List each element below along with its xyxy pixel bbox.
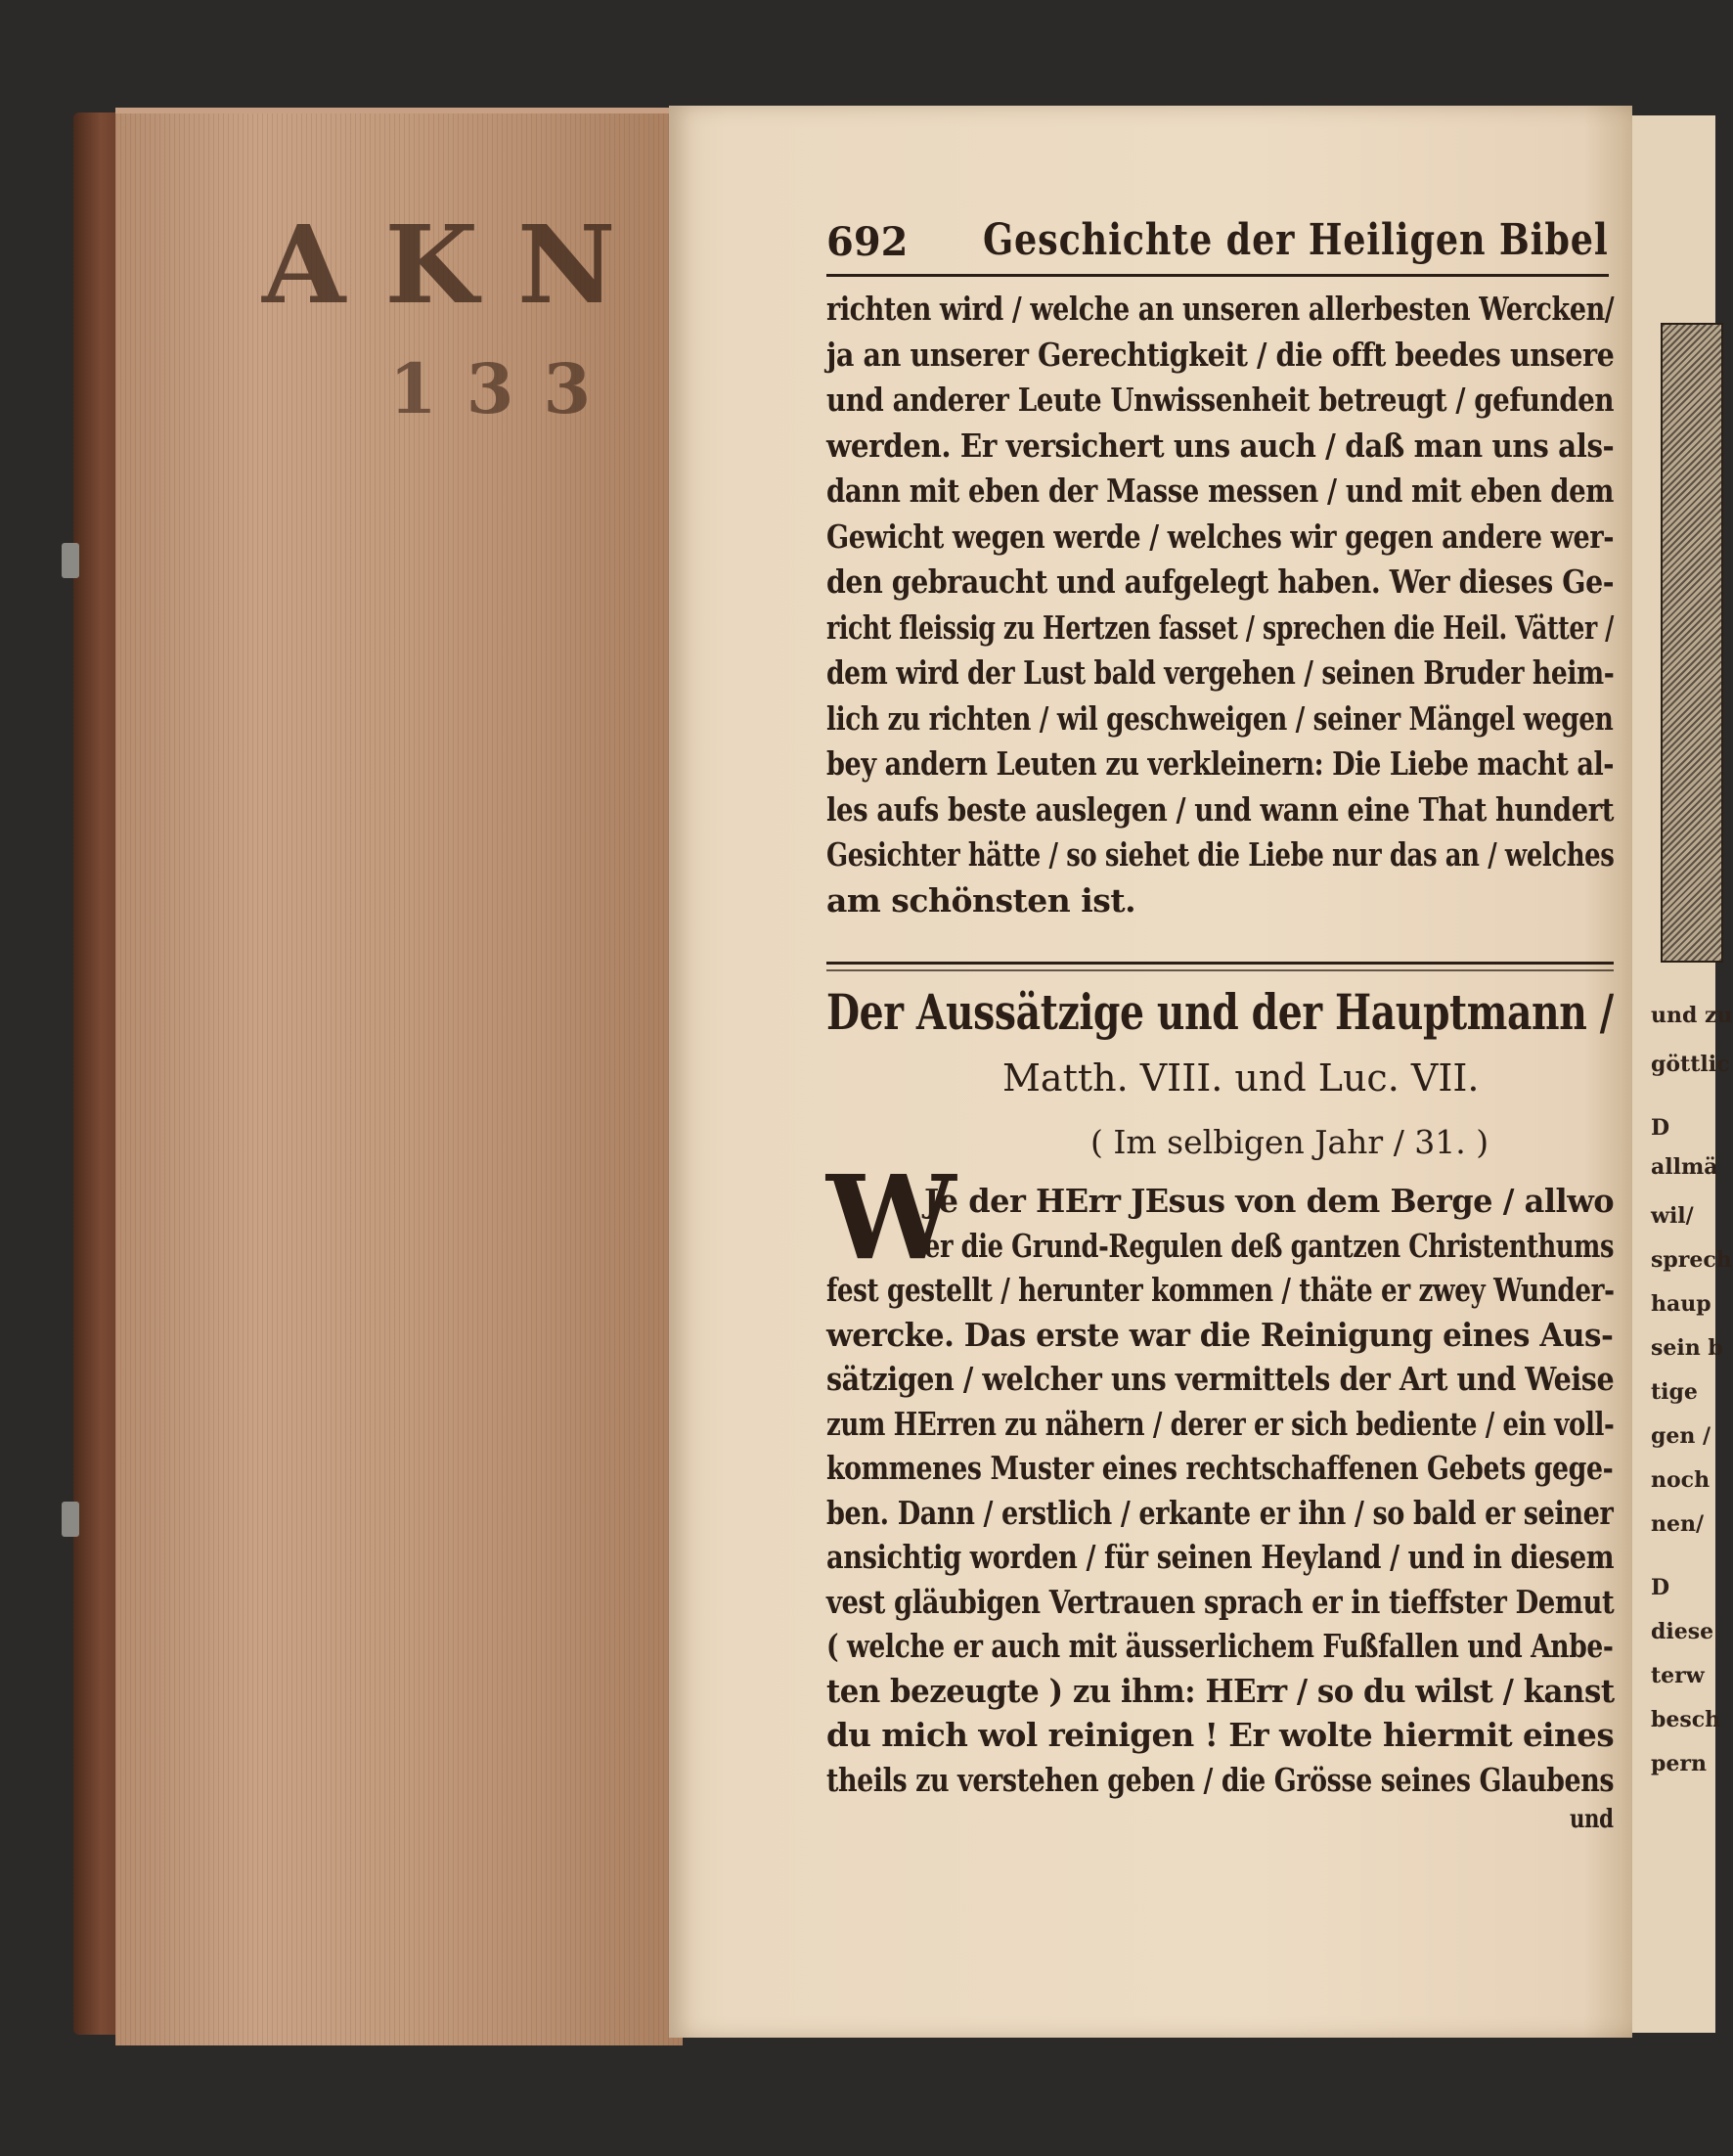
scripture-reference: Matth. VIII. und Luc. VII.	[1002, 1056, 1480, 1100]
facing-page-fragment: D	[1651, 1115, 1670, 1141]
section-heading: Der Aussätzige und der Hauptmann /	[826, 983, 1614, 1041]
facing-page-fragment: gen /	[1651, 1423, 1711, 1449]
section-line: er die Grund-Regulen deß gantzen Christenthums	[924, 1226, 1615, 1265]
body-line: dann mit eben der Masse messen / und mit eben dem	[826, 472, 1614, 510]
date-note: ( Im selbigen Jahr / 31. )	[1090, 1123, 1489, 1161]
facing-page-fragment: wil/	[1651, 1203, 1694, 1229]
section-line: ben. Dann / erstlich / erkante er ihn / so bald er seiner	[826, 1493, 1614, 1532]
facing-page-fragment: sprech	[1651, 1247, 1732, 1273]
facing-page-fragment: noch	[1651, 1467, 1711, 1493]
body-line: les aufs beste auslegen / und wann eine That hundert	[826, 789, 1615, 829]
body-line: werden. Er versichert uns auch / daß man uns als-	[826, 426, 1615, 465]
section-line: ten bezeugte ) zu ihm: HErr / so du wilst / kanst	[826, 1671, 1615, 1710]
facing-page-fragment: göttlic	[1651, 1052, 1730, 1077]
section-line: vest gläubigen Vertrauen sprach er in tieffster Demut	[826, 1582, 1615, 1621]
body-line: lich zu richten / wil geschweigen / seiner Mängel wegen	[826, 698, 1614, 738]
section-line: zum HErren zu nähern / derer er sich bediente / ein voll-	[826, 1404, 1615, 1443]
section-line: theils zu verstehen geben / die Grösse seines Glaubens	[826, 1760, 1615, 1799]
body-line: ja an unserer Gerechtigkeit / die offt beedes unsere	[826, 335, 1615, 374]
section-line: kommenes Muster eines rechtschaffenen Gebets gege-	[826, 1449, 1614, 1487]
section-line: du mich wol reinigen ! Er wolte hiermit eines	[826, 1716, 1615, 1754]
facing-page-fragment: D	[1651, 1575, 1670, 1600]
fore-edge-letters	[262, 202, 655, 328]
fore-edge-letter: K	[384, 202, 517, 328]
fore-edge-numbers	[389, 348, 620, 429]
section-line: wercke. Das erste war die Reinigung eines Aus-	[826, 1315, 1614, 1354]
section-line: ansichtig worden / für seinen Heyland / und in diesem	[826, 1538, 1615, 1576]
facing-page-fragment: nen/	[1651, 1511, 1705, 1537]
facing-page-fragment: und zu	[1651, 1003, 1733, 1028]
facing-page-fragment: besch	[1651, 1707, 1721, 1732]
body-line: richt fleissig zu Hertzen fasset / sprechen die Heil. Vätter /	[826, 607, 1614, 647]
facing-page-fragment: sein b	[1651, 1335, 1723, 1361]
section-divider-thin	[826, 969, 1614, 971]
body-line: den gebraucht und aufgelegt haben. Wer dieses Ge-	[826, 562, 1615, 601]
page-header	[826, 215, 1609, 277]
fore-edge-number: 1	[389, 348, 467, 429]
clasp-hinge	[62, 543, 79, 578]
section-line: Je der HErr JEsus von dem Berge / allwo	[924, 1182, 1615, 1220]
section-line: sätzigen / welcher uns vermittels der Art und Weise	[826, 1360, 1615, 1398]
body-line: am schönsten ist.	[826, 880, 1136, 920]
section-line: ( welche er auch mit äusserlichem Fußfallen und Anbe-	[826, 1627, 1614, 1665]
fore-edge-number: 3	[466, 348, 544, 429]
fore-edge-number: 3	[543, 348, 621, 429]
body-line: dem wird der Lust bald vergehen / seinen Bruder heim-	[826, 653, 1615, 692]
page-number: 692	[826, 219, 909, 265]
facing-page-fragment: haup	[1651, 1291, 1711, 1317]
body-line: Gewicht wegen werde / welches wir gegen andere wer-	[826, 517, 1615, 556]
facing-page-fragment: terw	[1651, 1663, 1705, 1688]
body-line: Gesichter hätte / so siehet die Liebe nur das an / welches	[826, 835, 1615, 874]
body-line: richten wird / welche an unseren allerbesten Wercken/	[826, 290, 1615, 328]
page-block-fore-edge	[115, 108, 683, 2045]
drop-cap: W	[826, 1149, 956, 1285]
facing-page-fragment: diese	[1651, 1619, 1714, 1644]
body-line: und anderer Leute Unwissenheit betreugt / gefunden	[826, 381, 1615, 419]
section-line: fest gestellt / herunter kommen / thäte er zwey Wunder-	[826, 1271, 1615, 1309]
facing-page-fragment: pern	[1651, 1751, 1707, 1776]
body-line: bey andern Leuten zu verkleinern: Die Liebe macht al-	[826, 744, 1615, 783]
facing-page-fragment: tige	[1651, 1379, 1698, 1405]
clasp-hinge	[62, 1502, 79, 1537]
section-line: und	[1570, 1805, 1614, 1834]
fore-edge-letter: A	[262, 202, 385, 328]
facing-page-engraving	[1661, 323, 1723, 963]
running-title: Geschichte der Heiligen Bibel	[983, 215, 1609, 265]
facing-page-fragment: allmä	[1651, 1154, 1718, 1180]
section-divider	[826, 962, 1614, 965]
fore-edge-letter: N	[516, 202, 655, 328]
